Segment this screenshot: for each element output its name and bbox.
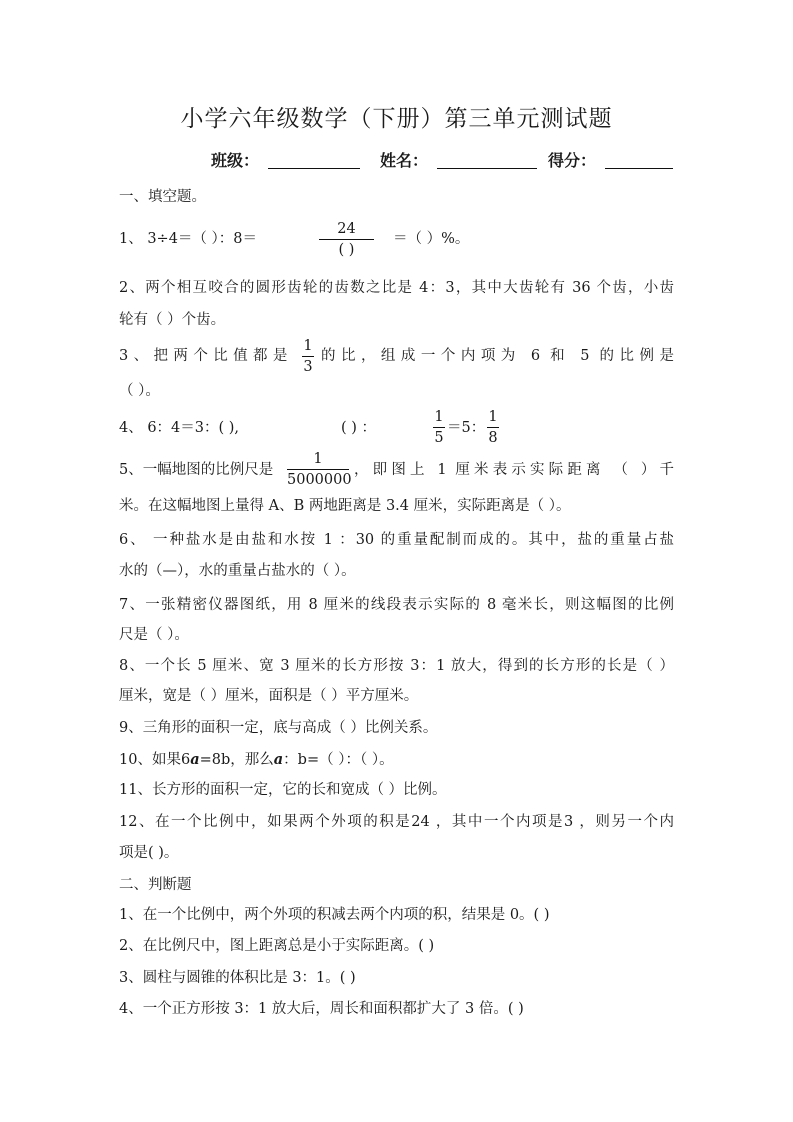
q3-part-a: 3、把两个比值都是 <box>119 348 293 364</box>
judge-item-4: 4、一个正方形按 3：1 放大后，周长和面积都扩大了 3 倍。( ) <box>119 1001 524 1017</box>
judge-item-3: 3、圆柱与圆锥的体积比是 3：1。( ) <box>119 970 356 986</box>
score-blank[interactable] <box>605 168 673 169</box>
q6-line1: 6、 一种盐水是由盐和水按 1 ：30 的重量配制而成的。其中，盐的重量占盐 <box>119 532 674 548</box>
q4-part-a: 4、 6：4＝3：( ), <box>119 420 240 436</box>
q8-line1: 8、一个长 5 厘米、宽 3 厘米的长方形按 3：1 放大，得到的长方形的长是（ ） <box>119 658 674 674</box>
class-blank[interactable] <box>268 168 360 169</box>
q3-frac-num: 1 <box>303 338 313 354</box>
q5-fraction <box>287 450 352 489</box>
q2-line1: 2、两个相互咬合的圆形齿轮的齿数之比是 4：3，其中大齿轮有 36 个齿，小齿 <box>119 280 674 296</box>
q12-line2: 项是( )。 <box>119 845 179 861</box>
q10-part-b: =8b，那么 <box>199 752 274 768</box>
name-blank[interactable] <box>437 168 537 169</box>
q4-frac2-num: 1 <box>488 409 498 425</box>
q12-line1: 12、在一个比例中，如果两个外项的积是24 ，其中一个内项是3 ，则另一个内 <box>119 814 674 830</box>
q4-fraction1 <box>433 408 445 447</box>
q5-frac-num: 1 <box>313 451 323 467</box>
q10-var1: a <box>190 751 200 768</box>
name-label: 姓名： <box>380 151 429 170</box>
q4-frac2-den: 8 <box>488 430 498 446</box>
q9: 9、三角形的面积一定，底与高成（ ）比例关系。 <box>119 720 438 736</box>
judge-item-1: 1、在一个比例中，两个外项的积减去两个内项的积，结果是 0。( ) <box>119 907 550 923</box>
q3-frac-den: 3 <box>303 359 313 375</box>
q1-frac-den: ( ) <box>338 242 355 258</box>
judge-item-2: 2、在比例尺中，图上距离总是小于实际距离。( ) <box>119 938 435 954</box>
q10-part-a: 10、如果6 <box>119 752 191 768</box>
q4-fraction2 <box>487 408 499 447</box>
q5-line2: 米。在这幅地图上量得 A、B 两地距离是 3.4 厘米，实际距离是（ ）。 <box>119 498 571 514</box>
q1-fraction <box>319 220 374 259</box>
q10-var2: a <box>273 751 284 768</box>
q4-part-c: ＝5： <box>447 420 486 436</box>
q10-part-c: ：b=（ ）：（ ）。 <box>283 752 394 768</box>
q10 <box>119 750 394 770</box>
score-label: 得分： <box>548 151 597 170</box>
section1-heading: 一、填空题。 <box>119 189 206 205</box>
q3-part-b: 的比，组成一个内项为 6 和 5 的比例是 <box>321 348 674 364</box>
q11: 11、长方形的面积一定，它的长和宽成（ ）比例。 <box>119 782 447 798</box>
q1-suffix: ＝（ ）%。 <box>393 231 470 247</box>
q3-line2: （ ）。 <box>119 383 160 399</box>
q4-frac1-num: 1 <box>434 409 444 425</box>
q1-prefix: 1、 3÷4＝（ ）：8＝ <box>119 231 258 247</box>
q4-frac1-den: 5 <box>434 430 444 446</box>
q2-line2: 轮有（ ）个齿。 <box>119 312 226 328</box>
q4-part-b: ( ) ： <box>341 420 377 436</box>
q7-line2: 尺是（ ）。 <box>119 627 189 643</box>
q3-fraction <box>302 337 314 376</box>
q8-line2: 厘米，宽是（ ）厘米，面积是（ ）平方厘米。 <box>119 688 419 704</box>
page-title: 小学六年级数学（下册）第三单元测试题 <box>180 106 613 132</box>
q5-part-b: ，即图上 1 厘米表示实际距离 （ ）千 <box>354 462 674 478</box>
q5-part-a: 5、一幅地图的比例尺是 <box>119 462 274 478</box>
student-info-row <box>0 148 793 172</box>
q5-frac-den: 5000000 <box>287 472 352 488</box>
q1-frac-num: 24 <box>337 221 356 237</box>
section2-heading: 二、判断题 <box>119 877 192 893</box>
class-label: 班级： <box>211 151 260 170</box>
q7-line1: 7、一张精密仪器图纸，用 8 厘米的线段表示实际的 8 毫米长，则这幅图的比例 <box>119 597 674 613</box>
q6-line2: 水的（—），水的重量占盐水的（ ）。 <box>119 563 356 579</box>
